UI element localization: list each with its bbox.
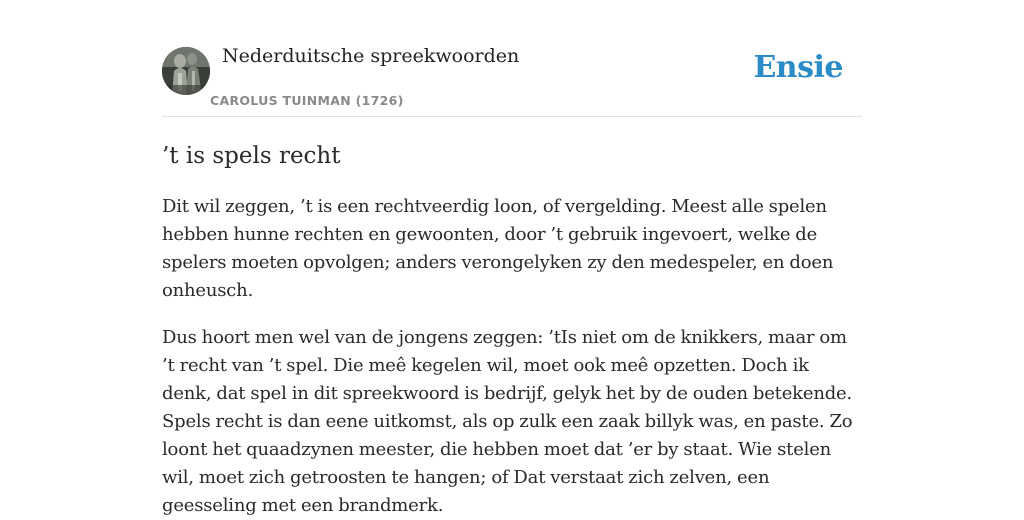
entry-title: ’t is spels recht <box>162 143 341 169</box>
entry-card <box>162 0 862 520</box>
author-avatar[interactable] <box>162 47 210 95</box>
entry-paragraph-2: Dus hoort men wel van de jongens zeggen: ’tIs niet om de knikkers, maar om ’t recht van ’t spel. Die meê kegelen wil, moet ook meê opzetten. Doch ik denk, dat spel in dit spreekwoord is bedrijf, gelyk het by de ouden betekende. Spels recht is dan eene uitkomst, als op zulk een zaak billyk was, en paste. Zo loont het quaadzynen meester, die hebben moet dat ’er by staat. Wie stelen wil, moet zich getroosten te hangen; of Dat verstaat zich zelven, een geesseling met een brandmerk. <box>162 327 853 516</box>
entry-header <box>162 0 862 117</box>
brand-logo[interactable]: Ensie <box>753 50 843 85</box>
book-title[interactable]: Nederduitsche spreekwoorden <box>222 45 520 67</box>
entry-paragraph-1: Dit wil zeggen, ’t is een rechtveerdig loon, of vergelding. Meest alle spelen hebben hunne rechten en gewoonten, door ’t gebruik ingevoert, welke de spelers moeten opvolgen; anders verongelyken zy den medespeler, en doen onheusch. <box>162 196 834 301</box>
author-portrait-icon <box>162 47 210 95</box>
author-line[interactable]: CAROLUS TUINMAN (1726) <box>210 93 404 108</box>
